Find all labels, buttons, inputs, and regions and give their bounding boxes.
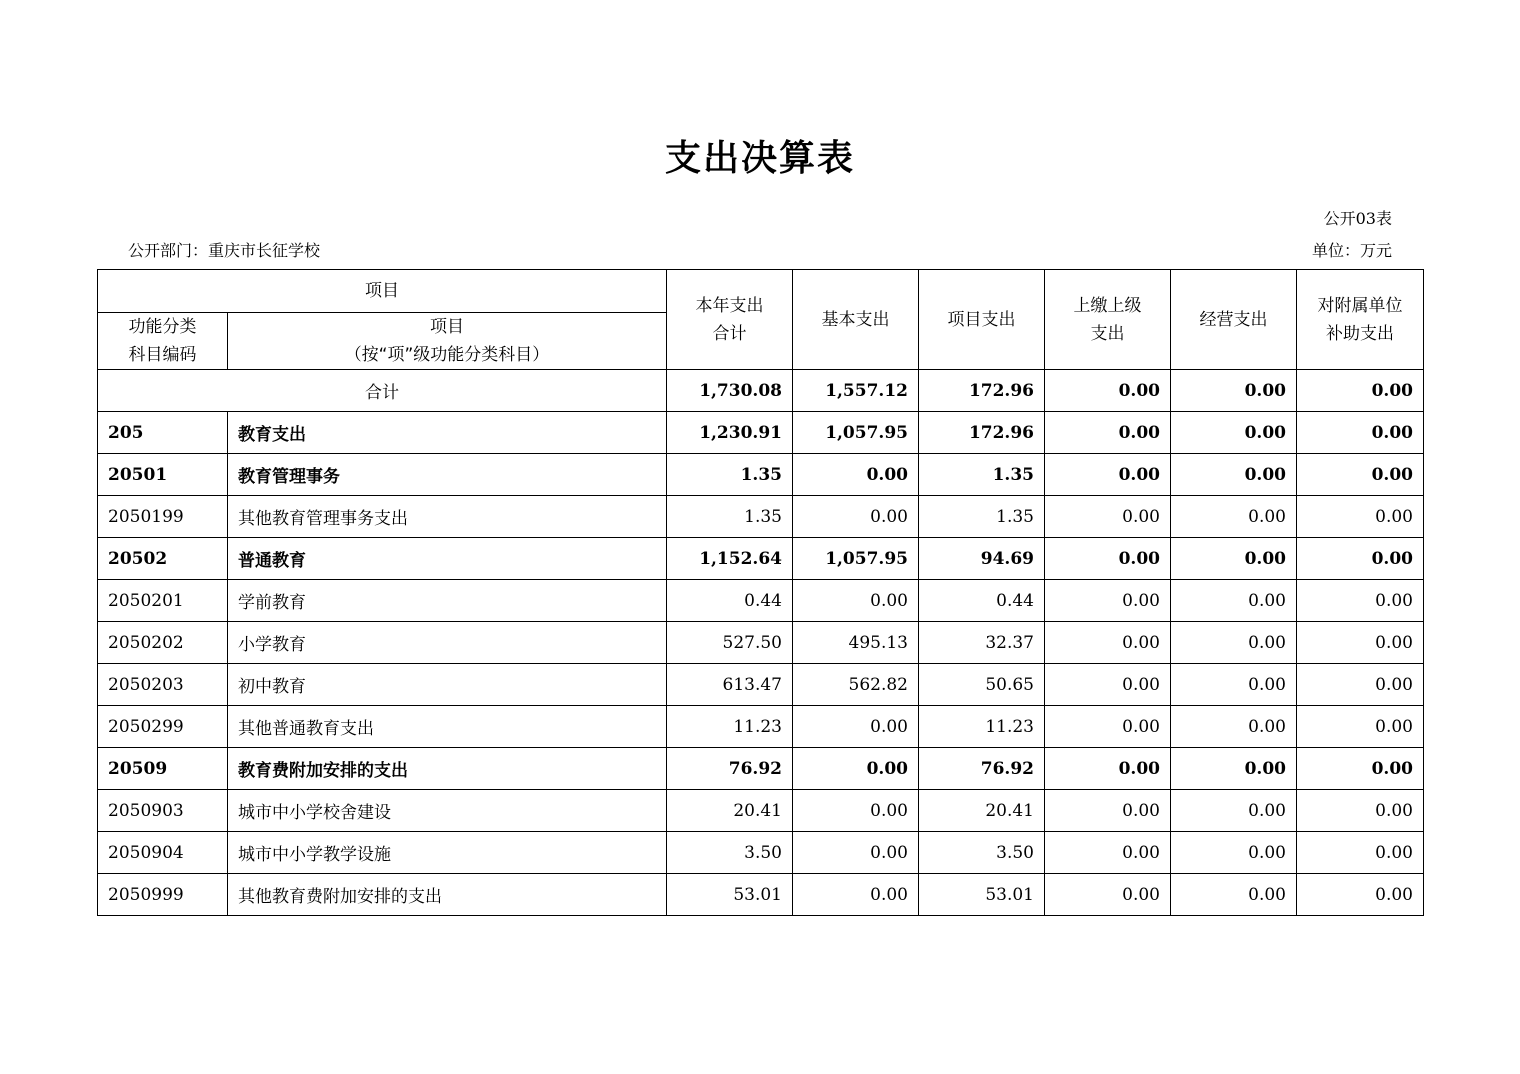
row-basic: 0.00	[793, 790, 919, 832]
page-title: 支出决算表	[664, 138, 855, 179]
header-subsidy-line1: 对附属单位	[1317, 295, 1403, 316]
table-row	[98, 664, 1424, 706]
row-code: 2050903	[98, 790, 228, 832]
row-total: 1,152.64	[667, 538, 793, 580]
row-subsidy: 0.00	[1297, 790, 1424, 832]
row-subsidy: 0.00	[1297, 454, 1424, 496]
row-basic: 495.13	[793, 622, 919, 664]
row-upper: 0.00	[1045, 832, 1171, 874]
row-upper: 0.00	[1045, 454, 1171, 496]
total-row	[98, 370, 1424, 412]
header-total	[667, 270, 793, 370]
table-row	[98, 580, 1424, 622]
row-name: 初中教育	[228, 664, 667, 706]
table-row	[98, 748, 1424, 790]
table-row	[98, 706, 1424, 748]
header-upper-line1: 上缴上级	[1073, 295, 1142, 316]
row-total: 527.50	[667, 622, 793, 664]
row-upper: 0.00	[1045, 538, 1171, 580]
row-total: 11.23	[667, 706, 793, 748]
table-row	[98, 874, 1424, 916]
table-row	[98, 832, 1424, 874]
row-business: 0.00	[1171, 580, 1297, 622]
row-code: 20502	[98, 538, 228, 580]
header-upper-line2: 支出	[1090, 323, 1125, 344]
row-business: 0.00	[1171, 832, 1297, 874]
department-label: 公开部门：重庆市长征学校	[128, 241, 321, 260]
row-project: 0.44	[919, 580, 1045, 622]
row-total: 0.44	[667, 580, 793, 622]
row-subsidy: 0.00	[1297, 874, 1424, 916]
header-business: 经营支出	[1171, 270, 1297, 370]
row-code: 2050299	[98, 706, 228, 748]
row-subsidy: 0.00	[1297, 496, 1424, 538]
row-subsidy: 0.00	[1297, 748, 1424, 790]
header-item-line1: 项目	[430, 317, 464, 337]
row-upper: 0.00	[1045, 790, 1171, 832]
row-upper: 0.00	[1045, 748, 1171, 790]
row-basic: 0.00	[793, 748, 919, 790]
row-total: 613.47	[667, 664, 793, 706]
row-basic: 0.00	[793, 706, 919, 748]
header-project-expense: 项目支出	[919, 270, 1045, 370]
expenditure-table	[97, 269, 1424, 916]
row-subsidy: 0.00	[1297, 622, 1424, 664]
row-basic: 0.00	[793, 832, 919, 874]
total-cell-total: 1,730.08	[667, 370, 793, 412]
row-total: 3.50	[667, 832, 793, 874]
table-row	[98, 622, 1424, 664]
row-business: 0.00	[1171, 706, 1297, 748]
row-code: 20501	[98, 454, 228, 496]
form-number: 公开03表	[1323, 209, 1392, 228]
row-upper: 0.00	[1045, 580, 1171, 622]
row-business: 0.00	[1171, 496, 1297, 538]
row-business: 0.00	[1171, 454, 1297, 496]
row-total: 53.01	[667, 874, 793, 916]
row-total: 20.41	[667, 790, 793, 832]
row-upper: 0.00	[1045, 664, 1171, 706]
row-business: 0.00	[1171, 664, 1297, 706]
row-project: 50.65	[919, 664, 1045, 706]
row-basic: 0.00	[793, 454, 919, 496]
header-subsidy-line2: 补助支出	[1326, 323, 1394, 344]
row-code: 2050202	[98, 622, 228, 664]
total-cell-project: 172.96	[919, 370, 1045, 412]
table-row	[98, 790, 1424, 832]
header-func-code-line1: 功能分类	[128, 317, 197, 337]
row-name: 小学教育	[228, 622, 667, 664]
row-total: 76.92	[667, 748, 793, 790]
header-item	[228, 313, 667, 370]
total-cell-basic: 1,557.12	[793, 370, 919, 412]
row-business: 0.00	[1171, 622, 1297, 664]
row-name: 城市中小学校舍建设	[228, 790, 667, 832]
row-code: 20509	[98, 748, 228, 790]
row-code: 205	[98, 412, 228, 454]
row-project: 76.92	[919, 748, 1045, 790]
row-total: 1.35	[667, 496, 793, 538]
row-basic: 1,057.95	[793, 412, 919, 454]
row-project: 11.23	[919, 706, 1045, 748]
row-basic: 1,057.95	[793, 538, 919, 580]
row-name: 其他教育费附加安排的支出	[228, 874, 667, 916]
row-project: 1.35	[919, 496, 1045, 538]
row-name: 教育管理事务	[228, 454, 667, 496]
row-upper: 0.00	[1045, 622, 1171, 664]
total-cell-subsidy: 0.00	[1297, 370, 1424, 412]
header-total-line2: 合计	[712, 323, 747, 344]
total-cell-business: 0.00	[1171, 370, 1297, 412]
row-code: 2050199	[98, 496, 228, 538]
row-project: 1.35	[919, 454, 1045, 496]
row-total: 1,230.91	[667, 412, 793, 454]
row-name: 其他教育管理事务支出	[228, 496, 667, 538]
row-upper: 0.00	[1045, 874, 1171, 916]
header-total-line1: 本年支出	[695, 295, 764, 316]
row-project: 32.37	[919, 622, 1045, 664]
table-row	[98, 412, 1424, 454]
row-name: 城市中小学教学设施	[228, 832, 667, 874]
row-business: 0.00	[1171, 412, 1297, 454]
header-project: 项目	[98, 270, 667, 313]
header-func-code-line2: 科目编码	[128, 345, 197, 365]
row-project: 20.41	[919, 790, 1045, 832]
row-total: 1.35	[667, 454, 793, 496]
row-name: 其他普通教育支出	[228, 706, 667, 748]
row-basic: 0.00	[793, 580, 919, 622]
row-name: 学前教育	[228, 580, 667, 622]
unit-label: 单位：万元	[1311, 241, 1392, 260]
row-basic: 0.00	[793, 496, 919, 538]
total-cell-upper: 0.00	[1045, 370, 1171, 412]
header-upper	[1045, 270, 1171, 370]
row-business: 0.00	[1171, 748, 1297, 790]
row-basic: 562.82	[793, 664, 919, 706]
row-subsidy: 0.00	[1297, 832, 1424, 874]
row-code: 2050999	[98, 874, 228, 916]
total-label: 合计	[98, 370, 667, 412]
row-name: 普通教育	[228, 538, 667, 580]
row-name: 教育费附加安排的支出	[228, 748, 667, 790]
row-subsidy: 0.00	[1297, 538, 1424, 580]
row-subsidy: 0.00	[1297, 706, 1424, 748]
table-row	[98, 454, 1424, 496]
row-subsidy: 0.00	[1297, 664, 1424, 706]
row-upper: 0.00	[1045, 496, 1171, 538]
row-code: 2050904	[98, 832, 228, 874]
row-upper: 0.00	[1045, 706, 1171, 748]
row-business: 0.00	[1171, 790, 1297, 832]
header-func-code	[98, 313, 228, 370]
row-subsidy: 0.00	[1297, 412, 1424, 454]
row-project: 3.50	[919, 832, 1045, 874]
row-business: 0.00	[1171, 538, 1297, 580]
row-project: 172.96	[919, 412, 1045, 454]
table-row	[98, 496, 1424, 538]
header-item-line2: （按“项”级功能分类科目）	[344, 345, 550, 365]
row-business: 0.00	[1171, 874, 1297, 916]
row-subsidy: 0.00	[1297, 580, 1424, 622]
row-upper: 0.00	[1045, 412, 1171, 454]
table-row	[98, 538, 1424, 580]
row-code: 2050201	[98, 580, 228, 622]
row-code: 2050203	[98, 664, 228, 706]
row-basic: 0.00	[793, 874, 919, 916]
header-subsidy	[1297, 270, 1424, 370]
row-project: 94.69	[919, 538, 1045, 580]
row-name: 教育支出	[228, 412, 667, 454]
header-basic: 基本支出	[793, 270, 919, 370]
row-project: 53.01	[919, 874, 1045, 916]
